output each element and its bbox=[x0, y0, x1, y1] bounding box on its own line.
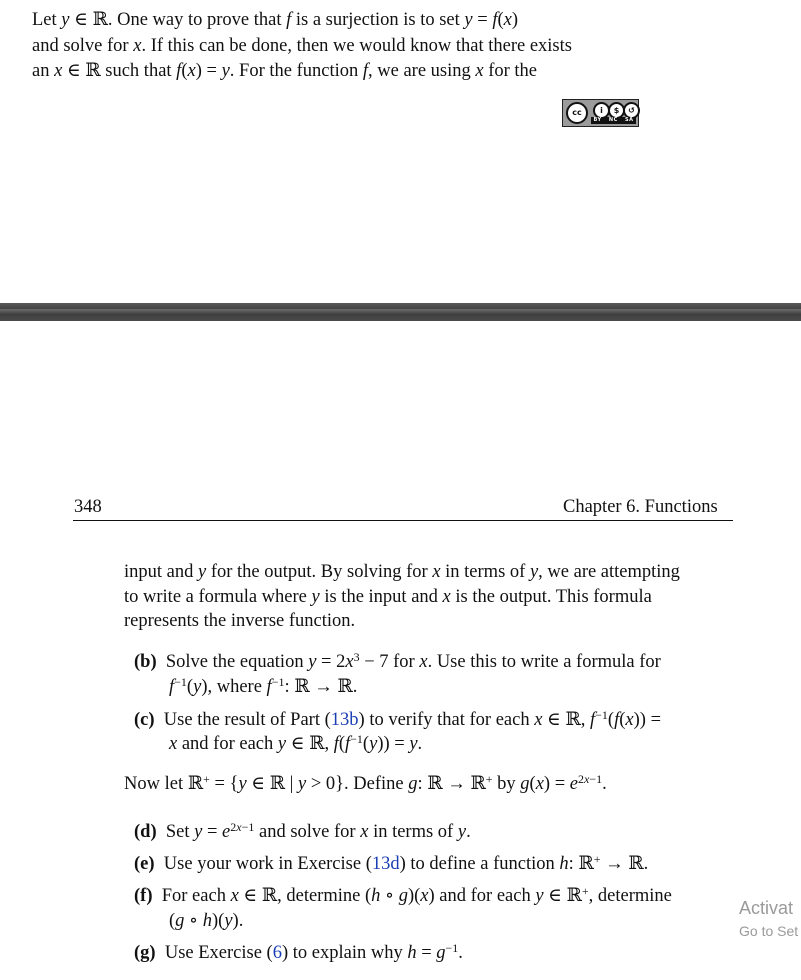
item-d-line: (d) Set $y = e^{2x-1}$ and solve for x in terms of y. bbox=[134, 820, 471, 842]
item-f-line-1: (f) For each x ∈ ℝ, determine (h ∘ g)(x) and for each y ∈ ℝ+, determine bbox=[134, 884, 672, 906]
previous-page bbox=[0, 0, 801, 300]
intro-line-2: to write a formula where y is the input and x is the output. This formula bbox=[124, 587, 652, 607]
item-c-line-2: x and for each y ∈ ℝ, $f(f^{-1}(y)) = y$. bbox=[169, 732, 423, 754]
link-6[interactable]: 6 bbox=[272, 943, 282, 963]
link-13d[interactable]: 13d bbox=[371, 854, 400, 874]
intro-line-1: input and y for the output. By solving for x in terms of y, we are attempting bbox=[124, 562, 680, 582]
item-f-line-2: (g ∘ h)(y). bbox=[169, 911, 244, 931]
page-separator bbox=[0, 303, 801, 321]
by-person-icon: i bbox=[593, 102, 610, 119]
item-b-line-1: (b) Solve the equation $y = 2x^3 - 7$ for x. Use this to write a formula for bbox=[134, 650, 661, 672]
item-b-line-2: $f^{-1}(y)$, where $f^{-1}$: ℝ → ℝ. bbox=[169, 675, 358, 697]
top-text-line-1: Let y ∈ ℝ. One way to prove that f is a surjection is to set y = f(x) bbox=[32, 9, 519, 30]
top-text-line-2: and solve for x. If this can be done, then we would know that there exists bbox=[32, 36, 572, 56]
item-e-line: (e) Use your work in Exercise (13d) to define a function h: ℝ+ → ℝ. bbox=[134, 852, 649, 874]
item-g-line: (g) Use Exercise (6) to explain why $h = g^{-1}$. bbox=[134, 941, 463, 963]
sa-share-alike-icon: ↺ bbox=[623, 102, 640, 119]
cc-by-nc-sa-license-icon[interactable] bbox=[562, 99, 639, 127]
nc-dollar-icon: $ bbox=[608, 102, 625, 119]
header-rule bbox=[73, 520, 733, 521]
cc-circle-icon: cc bbox=[566, 102, 588, 124]
link-13b[interactable]: 13b bbox=[330, 710, 359, 730]
top-text-line-3: an x ∈ ℝ such that f(x) = y. For the function f, we are using x for the bbox=[32, 60, 538, 81]
watermark-line-1: Activat bbox=[739, 898, 794, 918]
page-number: 348 bbox=[74, 497, 102, 517]
now-let-line: Now let ℝ+ = {y ∈ ℝ | y > 0}. Define g: ℝ → ℝ+ by $g(x) = e^{2x-1}$. bbox=[124, 772, 607, 794]
activation-watermark bbox=[739, 898, 798, 939]
chapter-title: Chapter 6. Functions bbox=[563, 497, 718, 517]
intro-line-3: represents the inverse function. bbox=[124, 611, 356, 631]
item-c-line-1: (c) Use the result of Part (13b) to verify that for each x ∈ ℝ, $f^{-1}(f(x))$ = bbox=[134, 708, 662, 730]
watermark-line-2: Go to Set bbox=[739, 923, 799, 939]
license-labels: BY NC SA bbox=[591, 117, 636, 124]
